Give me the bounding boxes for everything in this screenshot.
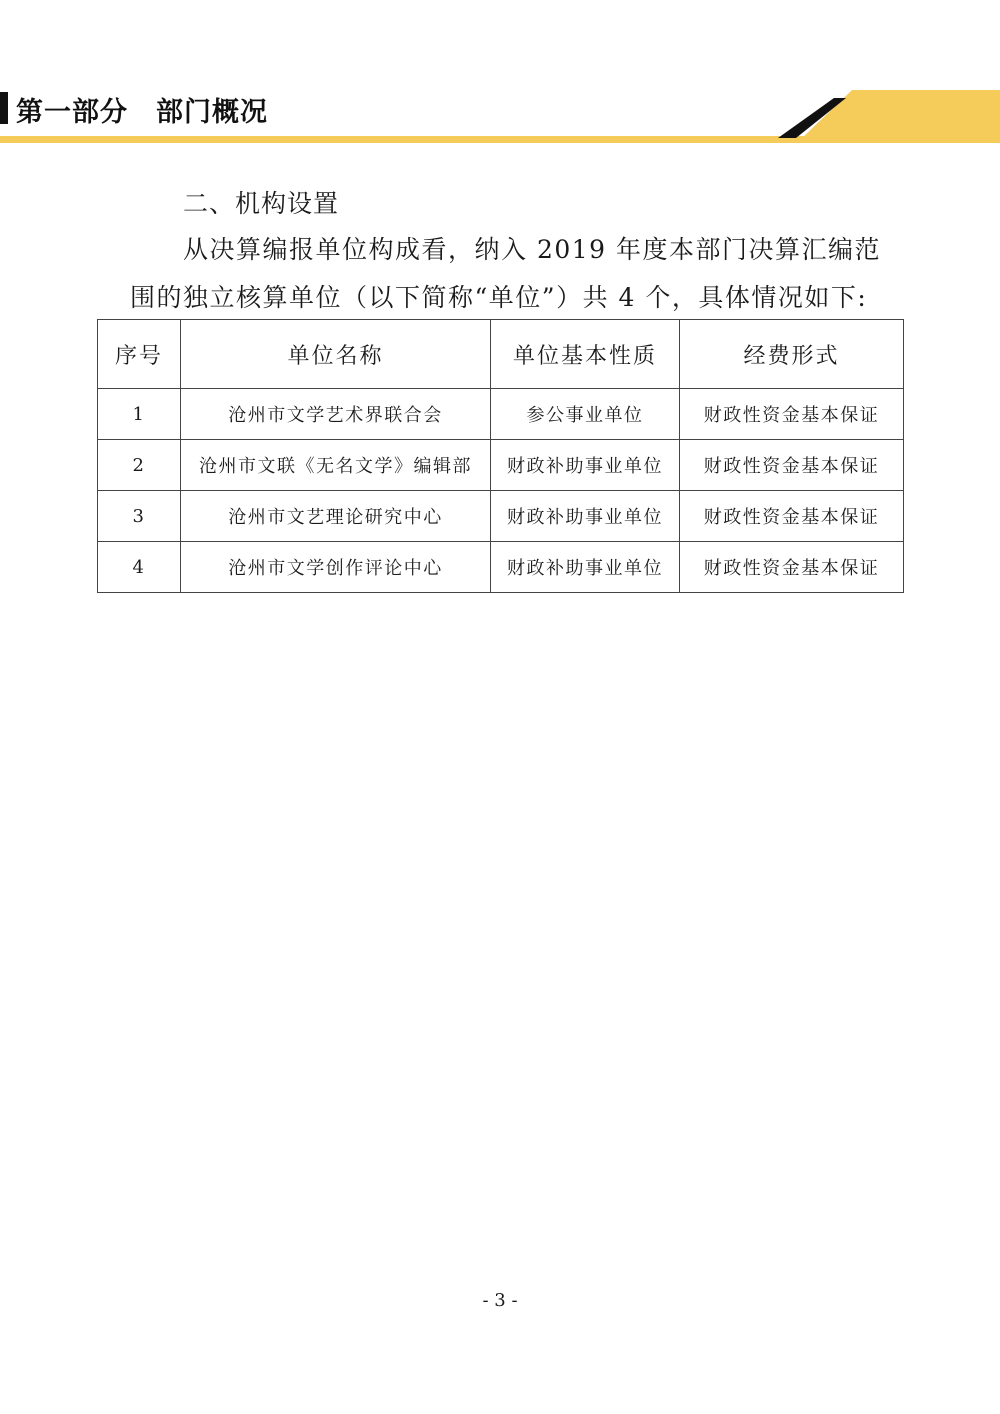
cell-index: 2 [98, 440, 181, 491]
cell-index: 4 [98, 542, 181, 593]
header-cell-funding-form: 经费形式 [680, 320, 904, 389]
cell-unit-nature: 参公事业单位 [491, 389, 680, 440]
units-table [97, 319, 904, 593]
cell-unit-nature: 财政补助事业单位 [491, 491, 680, 542]
header-decoration [0, 0, 1000, 150]
section-heading: 二、机构设置 [183, 189, 340, 218]
header-cell-unit-nature: 单位基本性质 [491, 320, 680, 389]
paragraph-line-1: 从决算编报单位构成看，纳入 2019 年度本部门决算汇编范 [183, 235, 882, 264]
table-row [98, 440, 904, 491]
cell-funding-form: 财政性资金基本保证 [680, 542, 904, 593]
cell-index: 1 [98, 389, 181, 440]
header-yellow-trapezoid [800, 90, 1000, 140]
cell-unit-name: 沧州市文学创作评论中心 [181, 542, 491, 593]
table-row [98, 542, 904, 593]
table-header-row [98, 320, 904, 389]
paragraph-line-2: 围的独立核算单位（以下简称“单位”）共 4 个，具体情况如下: [130, 283, 868, 312]
table-row [98, 389, 904, 440]
cell-funding-form: 财政性资金基本保证 [680, 440, 904, 491]
cell-unit-name: 沧州市文学艺术界联合会 [181, 389, 491, 440]
cell-unit-nature: 财政补助事业单位 [491, 440, 680, 491]
cell-funding-form: 财政性资金基本保证 [680, 389, 904, 440]
cell-funding-form: 财政性资金基本保证 [680, 491, 904, 542]
cell-unit-name: 沧州市文联《无名文学》编辑部 [181, 440, 491, 491]
cell-unit-nature: 财政补助事业单位 [491, 542, 680, 593]
header-cell-index: 序号 [98, 320, 181, 389]
cell-unit-name: 沧州市文艺理论研究中心 [181, 491, 491, 542]
cell-index: 3 [98, 491, 181, 542]
page-number: - 3 - [482, 1290, 518, 1311]
header-cell-unit-name: 单位名称 [181, 320, 491, 389]
table-row [98, 491, 904, 542]
header-title: 第一部分 部门概况 [16, 97, 268, 128]
